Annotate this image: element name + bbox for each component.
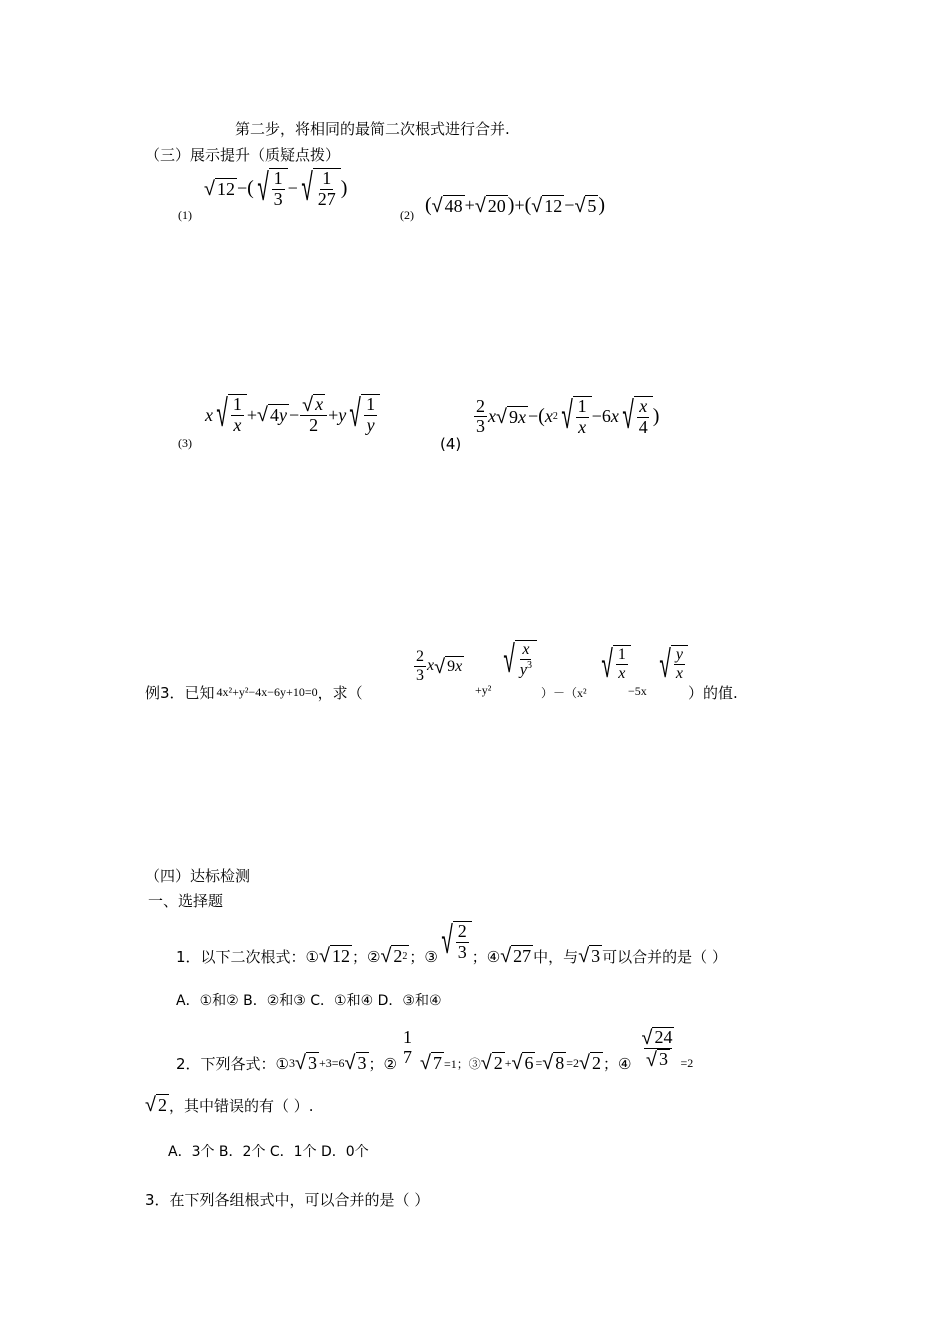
q2-options: A．3个 B．2个 C．1个 D．0个 bbox=[168, 1144, 369, 1160]
q2-c-eq: = bbox=[535, 1055, 543, 1070]
q1-sep-4: ；④ bbox=[471, 947, 501, 966]
problem-1-expression: √ 12 − ( √ $\frac{1}{3}$ − √ $\frac{1}{27}$ ) bbox=[204, 165, 348, 209]
q2-d-rest: =2 bbox=[680, 1055, 694, 1070]
problem-3-expression: x √ $\frac{1}{x}$ + √ 4 y − √ x 2 + y √ $\frac{1}{y}$ bbox=[205, 394, 380, 436]
example-3-minus-5x: −5x bbox=[628, 684, 647, 698]
q2-c-plus: + bbox=[504, 1055, 512, 1070]
step-two-text: 第二步，将相同的最简二次根式进行合并. bbox=[235, 120, 510, 138]
example-3-term-1: $\frac{2}{3}$ x √ 9 x bbox=[416, 648, 463, 684]
example-3-plus-y2: +y² bbox=[475, 683, 492, 697]
part-one-heading: 一、选择题 bbox=[148, 892, 224, 910]
question-3: 3．在下列各组根式中，可以合并的是（ ） bbox=[145, 1191, 430, 1209]
question-2-line-2 bbox=[145, 1094, 314, 1116]
problem-1-label: (1) bbox=[178, 208, 192, 222]
q2-d-label: ；④ bbox=[603, 1054, 632, 1073]
q2-root-7: √ 7 bbox=[419, 1050, 442, 1074]
example-3 bbox=[145, 682, 363, 703]
q2-prefix: 2．下列各式：① bbox=[176, 1054, 289, 1073]
q2-c-eq2: =2 bbox=[566, 1055, 580, 1070]
q2-line2-text: ，其中错误的有（ ）. bbox=[168, 1096, 314, 1115]
question-2 bbox=[176, 1024, 694, 1074]
q1-options: A．①和② B．②和③ C．①和④ D．③和④ bbox=[176, 993, 442, 1009]
q2-root-3-a: √ 3 bbox=[295, 1050, 317, 1074]
q2-root-2: √ 2 bbox=[480, 1050, 503, 1074]
example-3-root-1-over-x: √ $\frac{1}{x}$ bbox=[598, 645, 631, 683]
example-3-root-y-over-x: √ $\frac{y}{x}$ bbox=[656, 645, 688, 683]
q2-root-8: √ 8 bbox=[542, 1050, 565, 1074]
q1-sep-3: ；③ bbox=[409, 947, 438, 966]
section-three-heading: （三）展示提升（质疑点拨） bbox=[145, 146, 341, 164]
q1-sep-2: ；② bbox=[351, 947, 381, 966]
q1-prefix: 1．以下二次根式：① bbox=[176, 947, 319, 966]
q1-root-2-over-3: √ $\frac{2}{3}$ bbox=[438, 921, 472, 963]
example-3-prefix: 例3．已知 bbox=[145, 684, 215, 702]
q1-mid: 中，与 bbox=[533, 947, 579, 966]
q1-root-27: √ 27 bbox=[500, 943, 532, 967]
q2-one-seventh: 1 7 bbox=[402, 1027, 412, 1067]
problem-2-label: (2) bbox=[400, 208, 414, 222]
example-3-minus: ）－（x² bbox=[541, 686, 587, 700]
problem-4-label: (4) bbox=[440, 435, 462, 453]
q2-root-2-b: √ 2 bbox=[579, 1050, 602, 1074]
q2-root-24-over-root-3: √ 24 √ 3 bbox=[641, 1024, 673, 1071]
q1-root-12: √ 12 bbox=[319, 943, 350, 967]
example-3-root-x-over-y3: √ $\frac{x}{y^3}$ bbox=[500, 640, 537, 679]
q2-b-label: ；② bbox=[368, 1054, 397, 1073]
q2-b-rest: =1；③ bbox=[443, 1056, 481, 1071]
q2-root-3-b: √ 3 bbox=[344, 1050, 367, 1074]
q2-a-coef: 3 bbox=[289, 1055, 295, 1070]
example-3-suffix: ）的值. bbox=[688, 684, 738, 702]
q2-a-rest: +3=6 bbox=[318, 1055, 345, 1070]
example-3-ask: ，求（ bbox=[317, 684, 363, 702]
q1-root-3: √ 3 bbox=[578, 943, 601, 967]
section-four-heading: （四）达标检测 bbox=[145, 867, 251, 885]
problem-4-expression: $\frac{2}{3}$ x √ 9 x − ( x 2 √ $\frac{1}{x}$ −6 x √ $\frac{x}{4}$ ) bbox=[476, 393, 660, 437]
question-1 bbox=[176, 918, 727, 967]
q2-root-2-c: √ 2 bbox=[145, 1092, 167, 1116]
q1-suffix: 可以合并的是（ ） bbox=[602, 947, 727, 966]
q2-root-6: √ 6 bbox=[511, 1050, 534, 1074]
problem-3-label: (3) bbox=[178, 436, 192, 450]
example-3-equation: 4x²+y²−4x−6y+10=0 bbox=[216, 685, 318, 699]
problem-2-expression: ( √ 48 + √ 20 ) + ( √ 12 − √ 5 ) bbox=[425, 192, 606, 217]
q1-root-2-squared: √ 2 2 bbox=[380, 943, 408, 967]
